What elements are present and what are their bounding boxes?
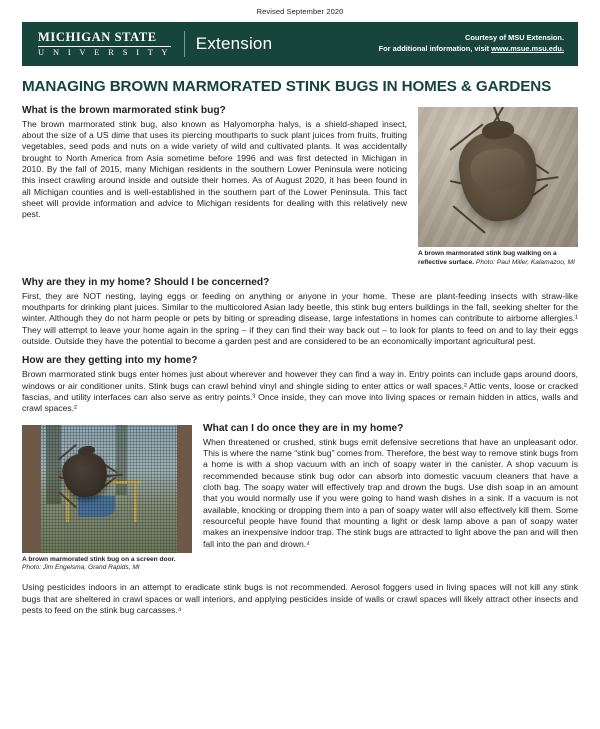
what-can-i-do-text-column [203,423,578,558]
section-paragraph-what-can-i-do: When threatened or crushed, stink bugs emit defensive secretions that have an unpleasant odor. This is where the name “stink bug” comes from. Therefore, the best way to remove stink bugs from a home is with a shop vacuum with an inch of soapy water in the canister. A shop vacuum is recommended because stink bug odor can absorb into domestic vacuum cleaners that have a cloth bag. The soapy water will effectively trap and drown the bugs. Use dish soap in an amount that you would normally use if you were going to hand wash dishes in a sink. If a vacuum is not available, knocking or dropping them into a pan of soapy water will also effectively kill them. Some resourceful people have found that mounting a light or desk lamp above a pan of soapy water makes an inexpensive indoor trap. The stink bugs are attracted to light above the pan and will then fall into the pan and drown.⁴ [203,436,578,549]
figure-stink-bug-screen-door [22,425,192,574]
banner-divider [184,31,185,57]
figure-caption-credit: Photo: Jim Engelsma, Grand Rapids, MI [22,564,140,572]
stink-bug-screen-photo [22,425,192,553]
info-line-prefix: For additional information, visit [378,44,492,53]
closing-paragraph: Using pesticides indoors in an attempt to eradicate stink bugs is not recommended. Aerosol foggers used in living spaces will not kill any stink bugs that are sheltered in crawl spaces or wall interiors, and applying pesticides inside of walls or crawl spaces will likely attract other insects and pests to feed on the stink bug carcasses.⁴ [22,582,578,616]
info-line [379,44,564,55]
figure-caption [22,556,192,574]
revision-date: Revised September 2020 [256,7,344,16]
figure-caption-text: A brown marmorated stink bug on a screen door. [22,555,176,563]
closing-block [22,582,578,616]
msu-logo-subtitle: U N I V E R S I T Y [38,47,171,57]
section-paragraph-what-is: The brown marmorated stink bug, also known as Halyomorpha halys, is a shield-shaped insect, about the size of a US dime that uses its piercing mouthparts to suck plant juices from fruits, fruiting vegetables, seed pods and nuts on a wide variety of wild and cultivated plants. It was accidentally brought to North America from Asia sometime before 1996 and was first detected in Michigan in 2010. By the fall of 2015, many Michigan residents in the southern Lower Peninsula were noticing this insect crawling around inside and outside their homes. As of August 2020, it has been found in all Michigan counties and is well-established in the southern part of the Lower Peninsula. This fact sheet will provide information and advice to Michigan residents for dealing with this relatively new pest. [22,118,407,220]
window-screen-mesh [22,425,192,553]
what-can-i-do-section [22,423,578,579]
figure-caption-text: A brown marmorated stink bug walking on a reflective surface. [418,249,557,266]
section-heading-why-home: Why are they in my home? Should I be concerned? [22,276,270,288]
courtesy-line: Courtesy of MSU Extension. [465,33,564,43]
page-title: MANAGING BROWN MARMORATED STINK BUGS IN HOMES & GARDENS [22,78,552,95]
msu-extension-banner [22,22,578,66]
msu-logo-rule [38,46,171,47]
extension-wordmark: Extension [195,34,273,53]
door-frame-right [177,425,192,553]
section-heading-what-is: What is the brown marmorated stink bug? [22,104,226,116]
intro-section [22,105,578,273]
section-paragraph-getting-in: Brown marmorated stink bugs enter homes just about wherever and however they can find a way in. Entry points can include gaps around doors, windows or air conditioner units. Stink bugs can crawl behind vinyl and shingle siding to enter attics or wall spaces.² Attic vents, loose or cracked fascias, and utility interfaces can also serve as entry points.³ Once inside, they can move into living spaces or remain hidden in attics, walls and crawl spaces.² [22,369,578,414]
msu-logo [38,31,171,57]
figure-caption-credit: Photo: Paul Miller, Kalamazoo, MI [474,258,575,266]
banner-logo-group [38,31,272,57]
section-heading-getting-in: How are they getting into my home? [22,355,198,367]
door-frame-left [22,425,41,553]
banner-contact-block [379,33,564,54]
stink-bug-reflective-photo [418,107,578,247]
msu-logo-name: MICHIGAN STATE [38,29,157,44]
section-heading-what-can-i-do: What can I do once they are in my home? [203,422,404,434]
msue-website-link[interactable]: www.msue.msu.edu. [491,44,564,53]
figure-caption [418,250,578,268]
figure-stink-bug-reflective-surface [418,107,578,268]
section-paragraph-why-home: First, they are NOT nesting, laying eggs or feeding on anything or anyone in your home. These are plant-feeding insects with straw-like mouthparts for drinking plant juices. Similar to the multicolored Asian lady beetle, this stink bug enters buildings in the fall, seeking shelter for the winter. Although they do not harm people or pets by biting or spreading disease, large infestations in homes can contribute to airborne allergies.¹ They will attempt to leave your home again in the spring – if they can find their way back out – to look for plants to feed on and to lay their eggs outside. Outside they have the potential to become a garden pest and are considered to be an economically important agricultural pest. [22,290,578,346]
